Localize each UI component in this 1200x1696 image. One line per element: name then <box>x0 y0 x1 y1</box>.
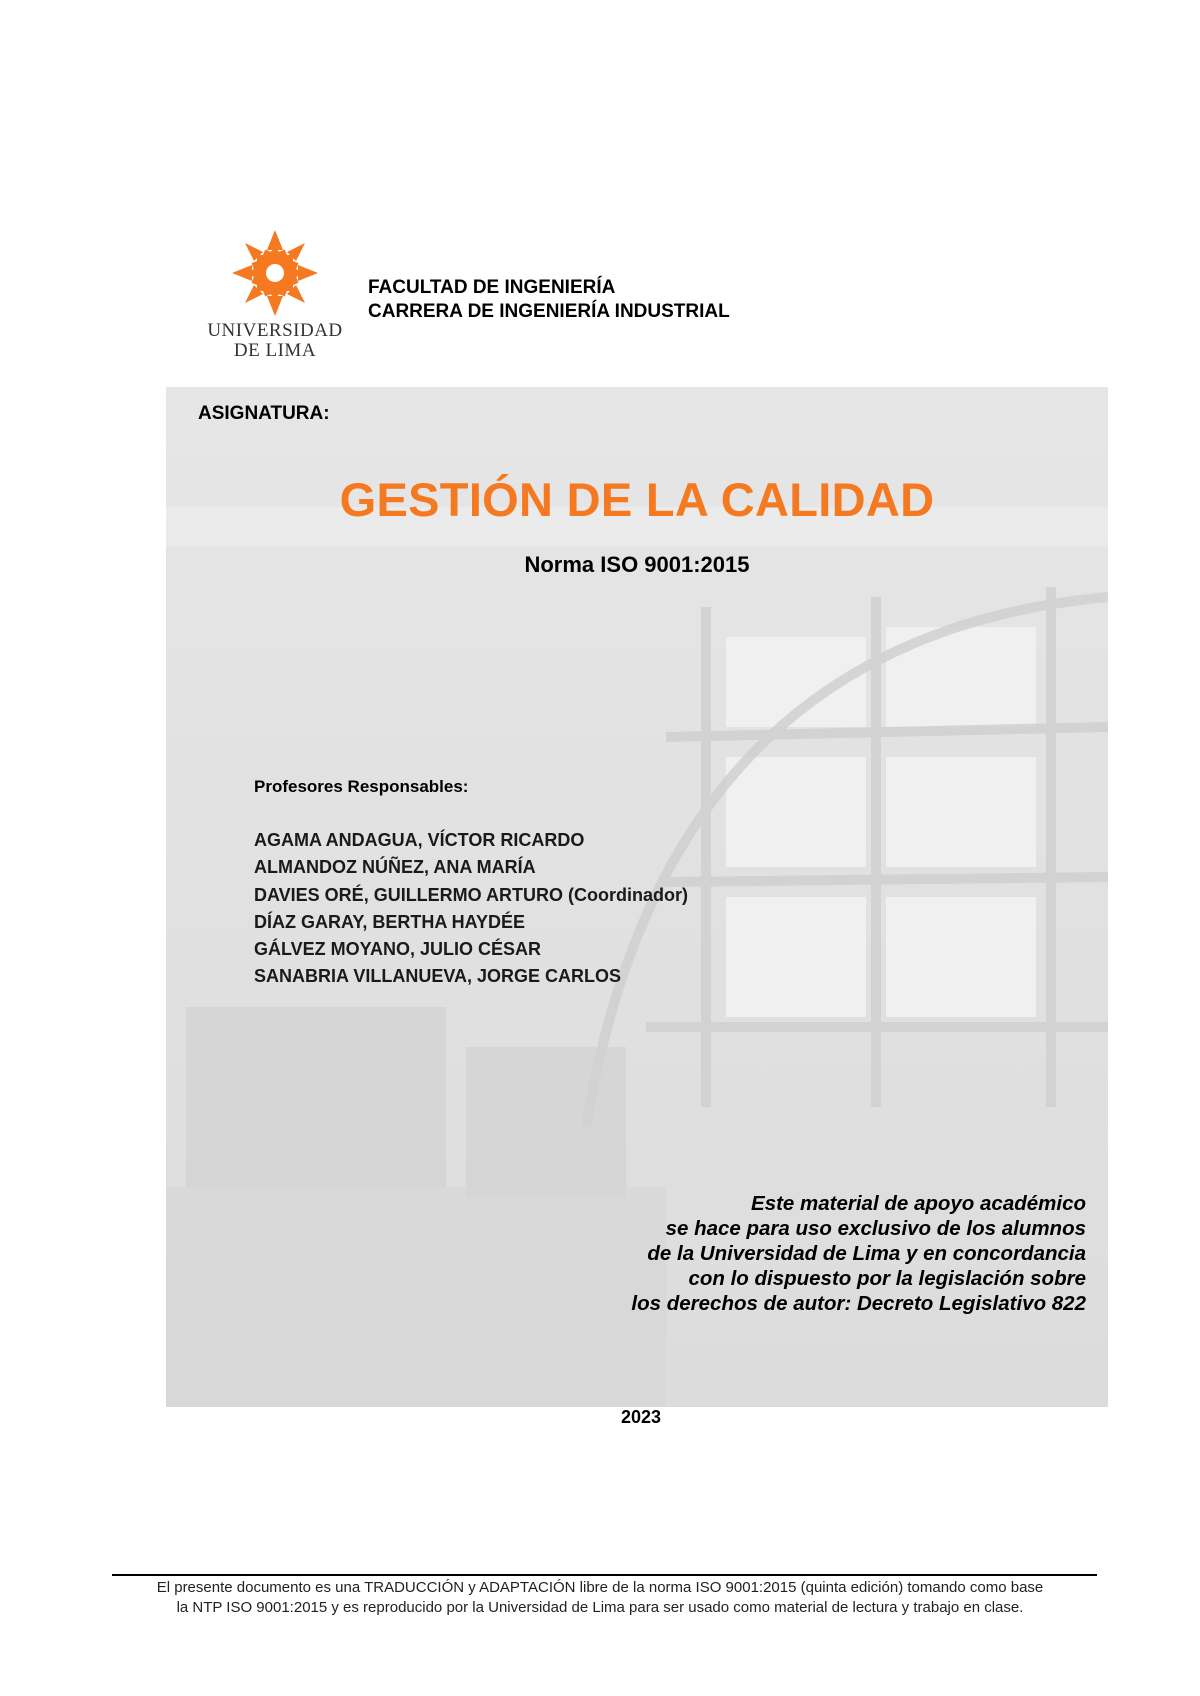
professor-name: GÁLVEZ MOYANO, JULIO CÉSAR <box>254 939 542 960</box>
notice-line: se hace para uso exclusivo de los alumnos <box>665 1217 1086 1240</box>
university-star-logo-icon <box>230 228 320 318</box>
faculty-name: FACULTAD DE INGENIERÍA <box>368 277 616 298</box>
university-logo <box>200 228 350 364</box>
professor-name: DAVIES ORÉ, GUILLERMO ARTURO (Coordinador) <box>254 884 688 905</box>
logo-line-2: DE LIMA <box>233 340 317 361</box>
notice-line: Este material de apoyo académico <box>751 1192 1086 1215</box>
copyright-notice <box>526 1191 1086 1316</box>
professors-list <box>254 827 688 991</box>
footer-divider <box>112 1574 1097 1576</box>
subject-label: ASIGNATURA: <box>198 403 330 424</box>
footer-line-1: El presente documento es una TRADUCCIÓN y ADAPTACIÓN libre de la norma ISO 9001:2015 (quinta edición) tomando como base <box>156 1579 1044 1596</box>
professors-label: Profesores Responsables: <box>254 777 469 796</box>
notice-line: de la Universidad de Lima y en concordancia <box>647 1242 1086 1265</box>
notice-line: los derechos de autor: Decreto Legislativo 822 <box>631 1292 1086 1315</box>
publication-year: 2023 <box>620 1407 662 1427</box>
professor-name: ALMANDOZ NÚÑEZ, ANA MARÍA <box>254 857 536 878</box>
professor-name: AGAMA ANDAGUA, VÍCTOR RICARDO <box>254 830 585 850</box>
logo-line-1: UNIVERSIDAD <box>207 320 343 341</box>
professor-name: SANABRIA VILLANUEVA, JORGE CARLOS <box>254 966 622 987</box>
cover-panel <box>166 387 1108 1407</box>
course-title: GESTIÓN DE LA CALIDAD <box>339 473 935 526</box>
footer-line-2: la NTP ISO 9001:2015 y es reproducido por la Universidad de Lima para ser usado como material de lectura y trabajo en clase. <box>176 1599 1024 1616</box>
footer-note <box>100 1578 1100 1618</box>
course-subtitle: Norma ISO 9001:2015 <box>524 552 750 577</box>
notice-line: con lo dispuesto por la legislación sobre <box>688 1267 1086 1290</box>
career-name: CARRERA DE INGENIERÍA INDUSTRIAL <box>368 301 730 322</box>
faculty-header <box>368 276 730 324</box>
professor-name: DÍAZ GARAY, BERTHA HAYDÉE <box>254 911 526 932</box>
